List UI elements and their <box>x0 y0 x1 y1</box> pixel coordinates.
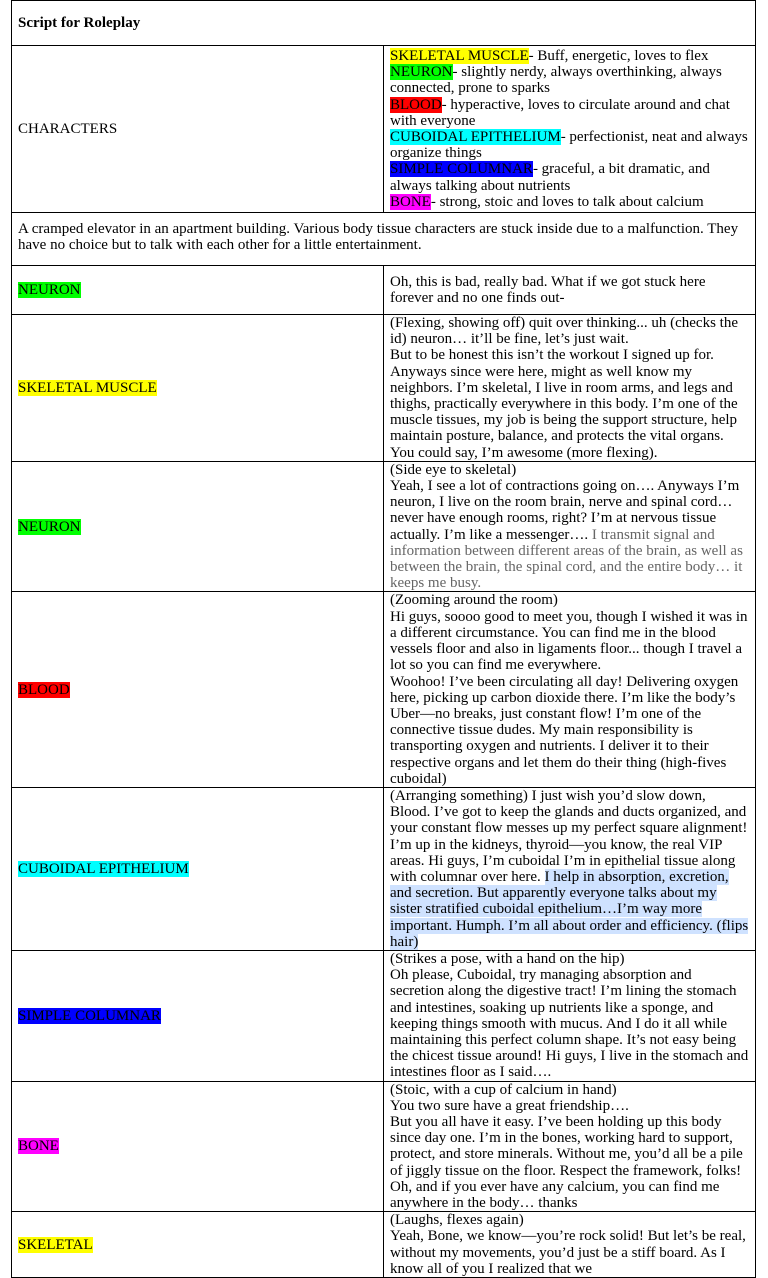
dialogue-line-with-tail <box>390 478 749 591</box>
dialogue-text <box>384 950 756 1081</box>
character-entry-bone <box>390 194 749 210</box>
dialogue-line: (Flexing, showing off) quit over thinking... uh (checks the id) neuron… it’ll be fine, let’s just wait. <box>390 315 739 348</box>
dialogue-row <box>12 315 756 462</box>
character-desc: - strong, stoic and loves to talk about calcium <box>430 193 704 210</box>
dialogue-row <box>12 461 756 592</box>
dialogue-line: (Laughs, flexes again) <box>390 1212 524 1229</box>
characters-label: CHARACTERS <box>12 46 384 213</box>
dialogue-line: Yeah, I see a lot of contractions going on…. Anyways I’m neuron, I live on the room brain, nerve and spinal cord… never have enough rooms, right? I’m at nervous tissue actually. I’m like a messenger…. <box>390 478 740 543</box>
dialogue-line: (Strikes a pose, with a hand on the hip) <box>390 950 625 967</box>
character-desc: - hyperactive, loves to circulate around and chat with everyone <box>390 96 730 129</box>
dialogue-row <box>12 1212 756 1278</box>
character-desc: - perfectionist, neat and always organize things <box>390 129 748 162</box>
speaker-cell <box>12 592 384 787</box>
speaker-name: BONE <box>18 1138 59 1155</box>
dialogue-line: Oh, this is bad, really bad. What if we got stuck here forever and no one finds out- <box>390 274 706 307</box>
character-name: SKELETAL MUSCLE <box>390 48 529 64</box>
dialogue-line: (Zooming around the room) <box>390 592 558 609</box>
dialogue-line: (Side eye to skeletal) <box>390 461 517 478</box>
dialogue-line: You two sure have a great friendship…. <box>390 1097 629 1114</box>
speaker-cell <box>12 461 384 592</box>
dialogue-line: Hi guys, soooo good to meet you, though I wished it was in a different circumstance. You can find me in the blood vessels floor and also in ligaments floor... though I travel a lot so you can find me everywhere. <box>390 608 748 674</box>
dialogue-line: But to be honest this isn’t the workout I signed up for. Anyways since were here, might as well know my neighbors. I’m skeletal, I live in room arms, and legs and thighs, practically everywhere in this body. I’m one of the muscle tissues, my job is being the support structure, help maintain posture, balance, and protects the vital organs. You could say, I’m awesome (more flexing). <box>390 347 738 461</box>
dialogue-text <box>384 1212 756 1278</box>
dialogue-text <box>384 787 756 950</box>
dialogue-row <box>12 787 756 950</box>
title-row <box>12 1 756 46</box>
character-name: CUBOIDAL EPITHELIUM <box>390 129 561 146</box>
dialogue-text <box>384 461 756 592</box>
speaker-name: SKELETAL <box>18 1236 93 1253</box>
document-title: Script for Roleplay <box>12 1 756 46</box>
characters-row <box>12 46 756 213</box>
character-entry-cuboidal <box>390 129 749 161</box>
speaker-cell <box>12 787 384 950</box>
character-desc: - slightly nerdy, always overthinking, always connected, prone to sparks <box>390 64 722 97</box>
character-name: BLOOD <box>390 96 442 113</box>
dialogue-line: Yeah, Bone, we know—you’re rock solid! But let’s be real, without my movements, you’d just be a stiff board. As I know all of you I realized that we <box>390 1228 746 1277</box>
dialogue-gray-text: I transmit signal and information between different areas of the brain, as well as between the brain, the spinal cord, and the entire body… it keeps me busy. <box>390 526 743 592</box>
character-entry-skeletal-muscle <box>390 48 749 64</box>
speaker-cell <box>12 315 384 462</box>
dialogue-text <box>384 315 756 462</box>
speaker-name: NEURON <box>18 518 81 535</box>
dialogue-line: Oh please, Cuboidal, try managing absorption and secretion along the digestive tract! I’m lining the stomach and intestines, soaking up nutrients like a sponge, and keeping things smooth with mucus. And I do it all while maintaining this perfect column shape. It’s not easy being the chicest tissue around! Hi guys, I live in the stomach and intestines floor as I said…. <box>390 967 749 1081</box>
character-entry-neuron <box>390 64 749 96</box>
speaker-cell <box>12 950 384 1081</box>
setting-row <box>12 213 756 266</box>
speaker-name: NEURON <box>18 281 81 298</box>
dialogue-line: But you all have it easy. I’ve been holding up this body since day one. I’m in the bones, working hard to support, protect, and store minerals. Without me, you’d all be a pile of jiggly tissue on the floor. Respect the framework, folks! Oh, and if you ever have any calcium, you can find me anywhere in the body… thanks <box>390 1113 743 1211</box>
setting-description: A cramped elevator in an apartment building. Various body tissue characters are stuck inside due to a malfunction. They have no choice but to talk with each other for a little entertainment. <box>12 213 756 266</box>
characters-list <box>384 46 756 213</box>
speaker-cell <box>12 266 384 315</box>
character-entry-blood <box>390 97 749 129</box>
dialogue-line: (Arranging something) I just wish you’d slow down, Blood. I’ve got to keep the glands and ducts organized, and your constant flow messes up my perfect square alignment! I’m up in the kidneys, thyroid—you know, the real VIP areas. Hi guys, I’m cuboidal I’m in epithelial tissue along with columnar over here. <box>390 787 748 885</box>
speaker-name: BLOOD <box>18 681 70 698</box>
character-desc: - graceful, a bit dramatic, and always talking about nutrients <box>390 161 710 194</box>
character-entry-simple-columnar <box>390 161 749 193</box>
dialogue-row <box>12 266 756 315</box>
dialogue-line: (Stoic, with a cup of calcium in hand) <box>390 1081 617 1098</box>
dialogue-row <box>12 592 756 787</box>
dialogue-text <box>384 592 756 787</box>
dialogue-line: Woohoo! I’ve been circulating all day! Delivering oxygen here, picking up carbon dioxide there. I’m like the body’s Uber—no breaks, just constant flow! I’m one of the connective tissue dudes. My main responsibility is transporting oxygen and nutrients. I deliver it to their respective organs and let them do their thing (high-fives cuboidal) <box>390 673 739 787</box>
dialogue-row <box>12 1081 756 1212</box>
speaker-cell <box>12 1081 384 1212</box>
dialogue-row <box>12 950 756 1081</box>
character-name: BONE <box>390 193 431 210</box>
character-desc: - Buff, energetic, loves to flex <box>528 48 709 64</box>
speaker-name: SKELETAL MUSCLE <box>18 379 157 396</box>
speaker-cell <box>12 1212 384 1278</box>
selected-text: I help in absorption, excretion, and secretion. But apparently everyone talks about my sister stratified cuboidal epithelium…I’m way more important. Humph. I’m all about order and efficiency. (flips hair) <box>390 868 749 950</box>
roleplay-script-table <box>11 0 756 1278</box>
speaker-name: CUBOIDAL EPITHELIUM <box>18 860 189 877</box>
speaker-name: SIMPLE COLUMNAR <box>18 1007 161 1024</box>
dialogue-text <box>384 1081 756 1212</box>
dialogue-text <box>384 266 756 315</box>
character-name: NEURON <box>390 64 453 81</box>
character-name: SIMPLE COLUMNAR <box>390 161 533 178</box>
